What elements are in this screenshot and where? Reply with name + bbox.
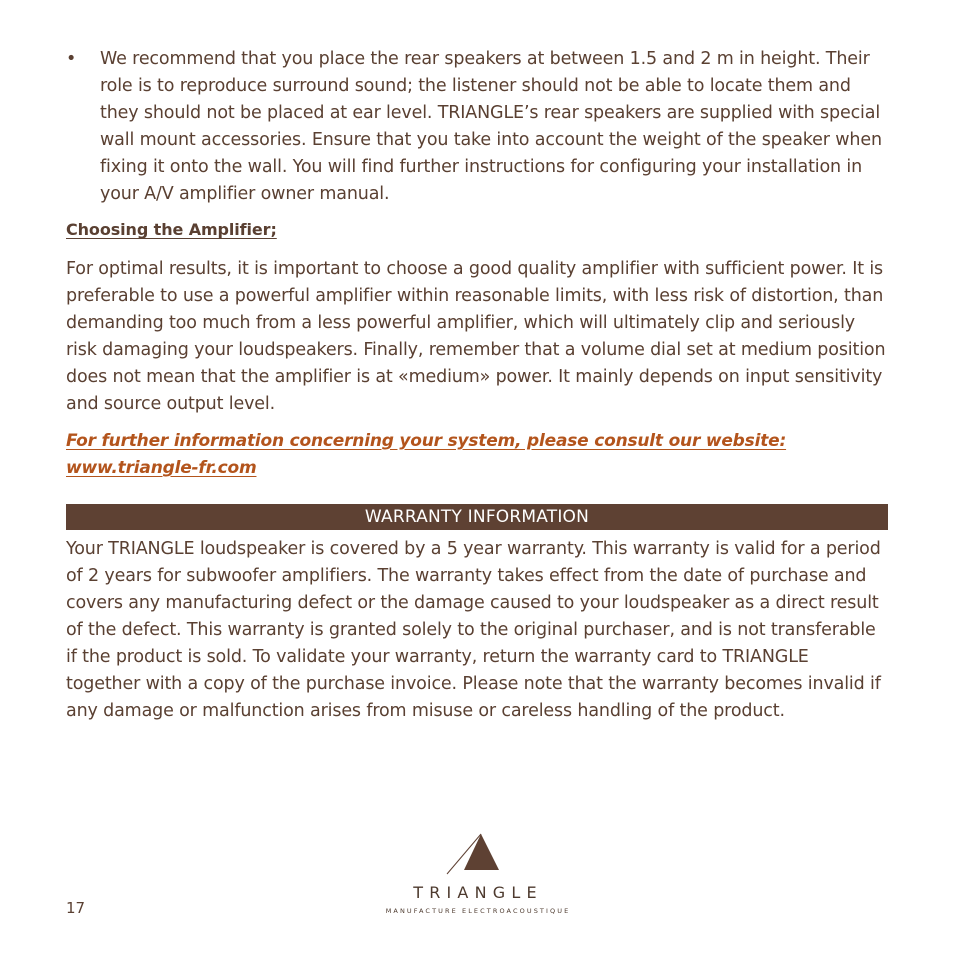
page-number: 17 (66, 899, 86, 917)
logo-wordmark: TRIANGLE (413, 883, 543, 902)
triangle-logo-icon (445, 832, 501, 876)
speaker-placement-text: We recommend that you place the rear speakers at between 1.5 and 2 m in height. Their role is to reproduce surround sound; the listener should not be able to locate them and they should not be placed at ear level. TRIANGLE’s rear speakers are supplied with special wall mount accessories. Ensure that you take into account the weight of the speaker when fixing it onto the wall. You will find further instructions for configuring your installation in your A/V amplifier owner manual. (100, 49, 882, 204)
warranty-paragraph: Your TRIANGLE loudspeaker is covered by a 5 year warranty. This warranty is valid for a period of 2 years for subwoofer amplifiers. The warranty takes effect from the date of purchase and covers any manufacturing defect or the damage caused to your loudspeaker as a direct result of the defect. This warranty is granted solely to the original purchaser, and is not transferable if the product is sold. To validate your warranty, return the warranty card to TRIANGLE together with a copy of the purchase invoice. Please note that the warranty becomes invalid if any damage or malfunction arises from misuse or careless handling of the product. (66, 539, 881, 721)
manual-page-content (66, 46, 888, 725)
website-note (66, 428, 888, 482)
bullet-marker: • (66, 49, 77, 69)
website-link[interactable]: www.triangle-fr.com (66, 458, 257, 478)
amplifier-section-heading: Choosing the Amplifier; (66, 220, 277, 239)
logo-tagline: MANUFACTURE ELECTROACOUSTIQUE (385, 907, 571, 915)
warranty-banner: WARRANTY INFORMATION (66, 504, 888, 530)
amplifier-paragraph: For optimal results, it is important to choose a good quality amplifier with sufficient power. It is preferable to use a powerful amplifier within reasonable limits, with less risk of distortion, than demanding too much from a less powerful amplifier, which will ultimately clip and seriously risk damaging your loudspeakers. Finally, remember that a volume dial set at medium position does not mean that the amplifier is at «medium» power. It mainly depends on input sensitivity and source output level. (66, 259, 886, 414)
speaker-placement-bullet (66, 46, 888, 208)
triangle-logo (380, 832, 576, 922)
website-note-text: For further information concerning your system, please consult our website: (66, 431, 787, 451)
